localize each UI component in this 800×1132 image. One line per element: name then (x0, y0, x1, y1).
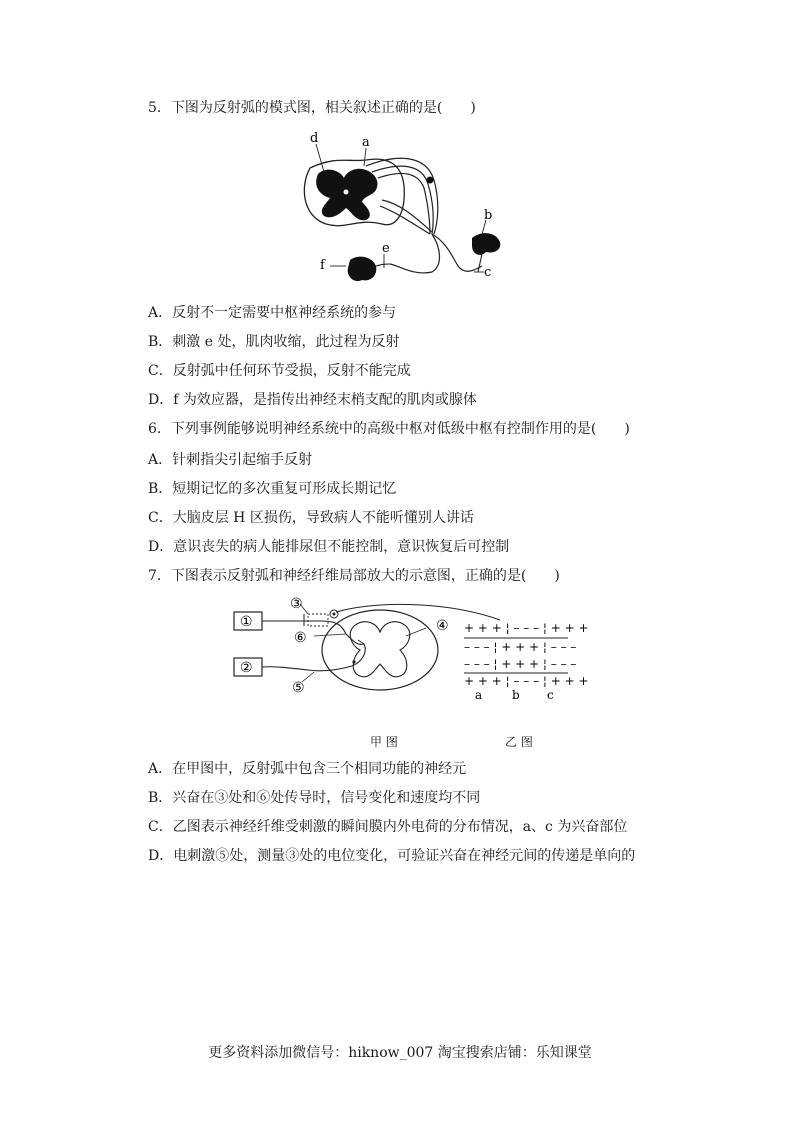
q5-label-d: d (310, 131, 319, 146)
q7-option-a: A．在甲图中，反射弧中包含三个相同功能的神经元 (148, 761, 467, 777)
q5-label-f: f (320, 258, 325, 273)
q5-reflex-arc-figure (296, 126, 508, 286)
q7-label-2: ② (240, 660, 253, 676)
q7-option-d: D．电刺激⑤处，测量③处的电位变化，可验证兴奋在神经元间的传递是单向的 (148, 848, 636, 864)
q7-figure-jia (230, 592, 460, 704)
q7-region-a: a (475, 688, 483, 702)
q7-label-5: ⑤ (292, 680, 305, 696)
q7-option-c: C．乙图表示神经纤维受刺激的瞬间膜内外电荷的分布情况，a、c 为兴奋部位 (148, 819, 628, 835)
q7-label-4: ④ (436, 618, 449, 634)
q7-label-1: ① (240, 614, 253, 630)
q6-option-c: C．大脑皮层 H 区损伤，导致病人不能听懂别人讲话 (148, 510, 474, 526)
q7-charge-row2: – – – ¦ + + + ¦ – – – (464, 640, 577, 654)
q6-option-a: A．针刺指尖引起缩手反射 (148, 452, 313, 468)
q6-option-b: B．短期记忆的多次重复可形成长期记忆 (148, 481, 397, 497)
page-footer: 更多资料添加微信号：hiknow_007 淘宝搜索店铺：乐知课堂 (208, 1045, 592, 1061)
q7-figure-yi (462, 606, 589, 702)
q5-label-a: a (362, 135, 370, 150)
q7-charge-row3: – – – ¦ + + + ¦ – – – (464, 657, 577, 671)
q5-label-b: b (484, 208, 493, 223)
q7-label-3: ③ (290, 596, 303, 612)
q5-label-c: c (484, 265, 492, 280)
q6-stem: 6．下列事例能够说明神经系统中的高级中枢对低级中枢有控制作用的是( ) (148, 421, 630, 437)
q7-region-c: c (547, 688, 554, 702)
q7-label-6: ⑥ (294, 630, 307, 646)
q7-charge-row1: + + + ¦ – – – ¦ + + + (464, 621, 589, 635)
q5-option-d: D．f 为效应器，是指传出神经末梢支配的肌肉或腺体 (148, 392, 477, 408)
q6-option-d: D．意识丧失的病人能排尿但不能控制，意识恢复后可控制 (148, 539, 510, 555)
q5-option-b: B．刺激 e 处，肌肉收缩，此过程为反射 (148, 334, 400, 350)
q5-option-a: A．反射不一定需要中枢神经系统的参与 (148, 305, 397, 321)
q5-label-e: e (382, 241, 390, 256)
q7-region-b: b (512, 688, 520, 702)
q5-option-c: C．反射弧中任何环节受损，反射不能完成 (148, 363, 411, 379)
q7-stem: 7．下图表示反射弧和神经纤维局部放大的示意图，正确的是( ) (148, 568, 560, 584)
q7-charge-row4: + + + ¦ – – – ¦ + + + (464, 674, 589, 688)
q7-caption-yi: 乙 图 (505, 735, 533, 749)
q7-caption-jia: 甲 图 (370, 735, 398, 749)
q5-stem: 5．下图为反射弧的模式图，相关叙述正确的是( ) (148, 100, 476, 116)
q7-option-b: B．兴奋在③处和⑥处传导时，信号变化和速度均不同 (148, 790, 481, 806)
